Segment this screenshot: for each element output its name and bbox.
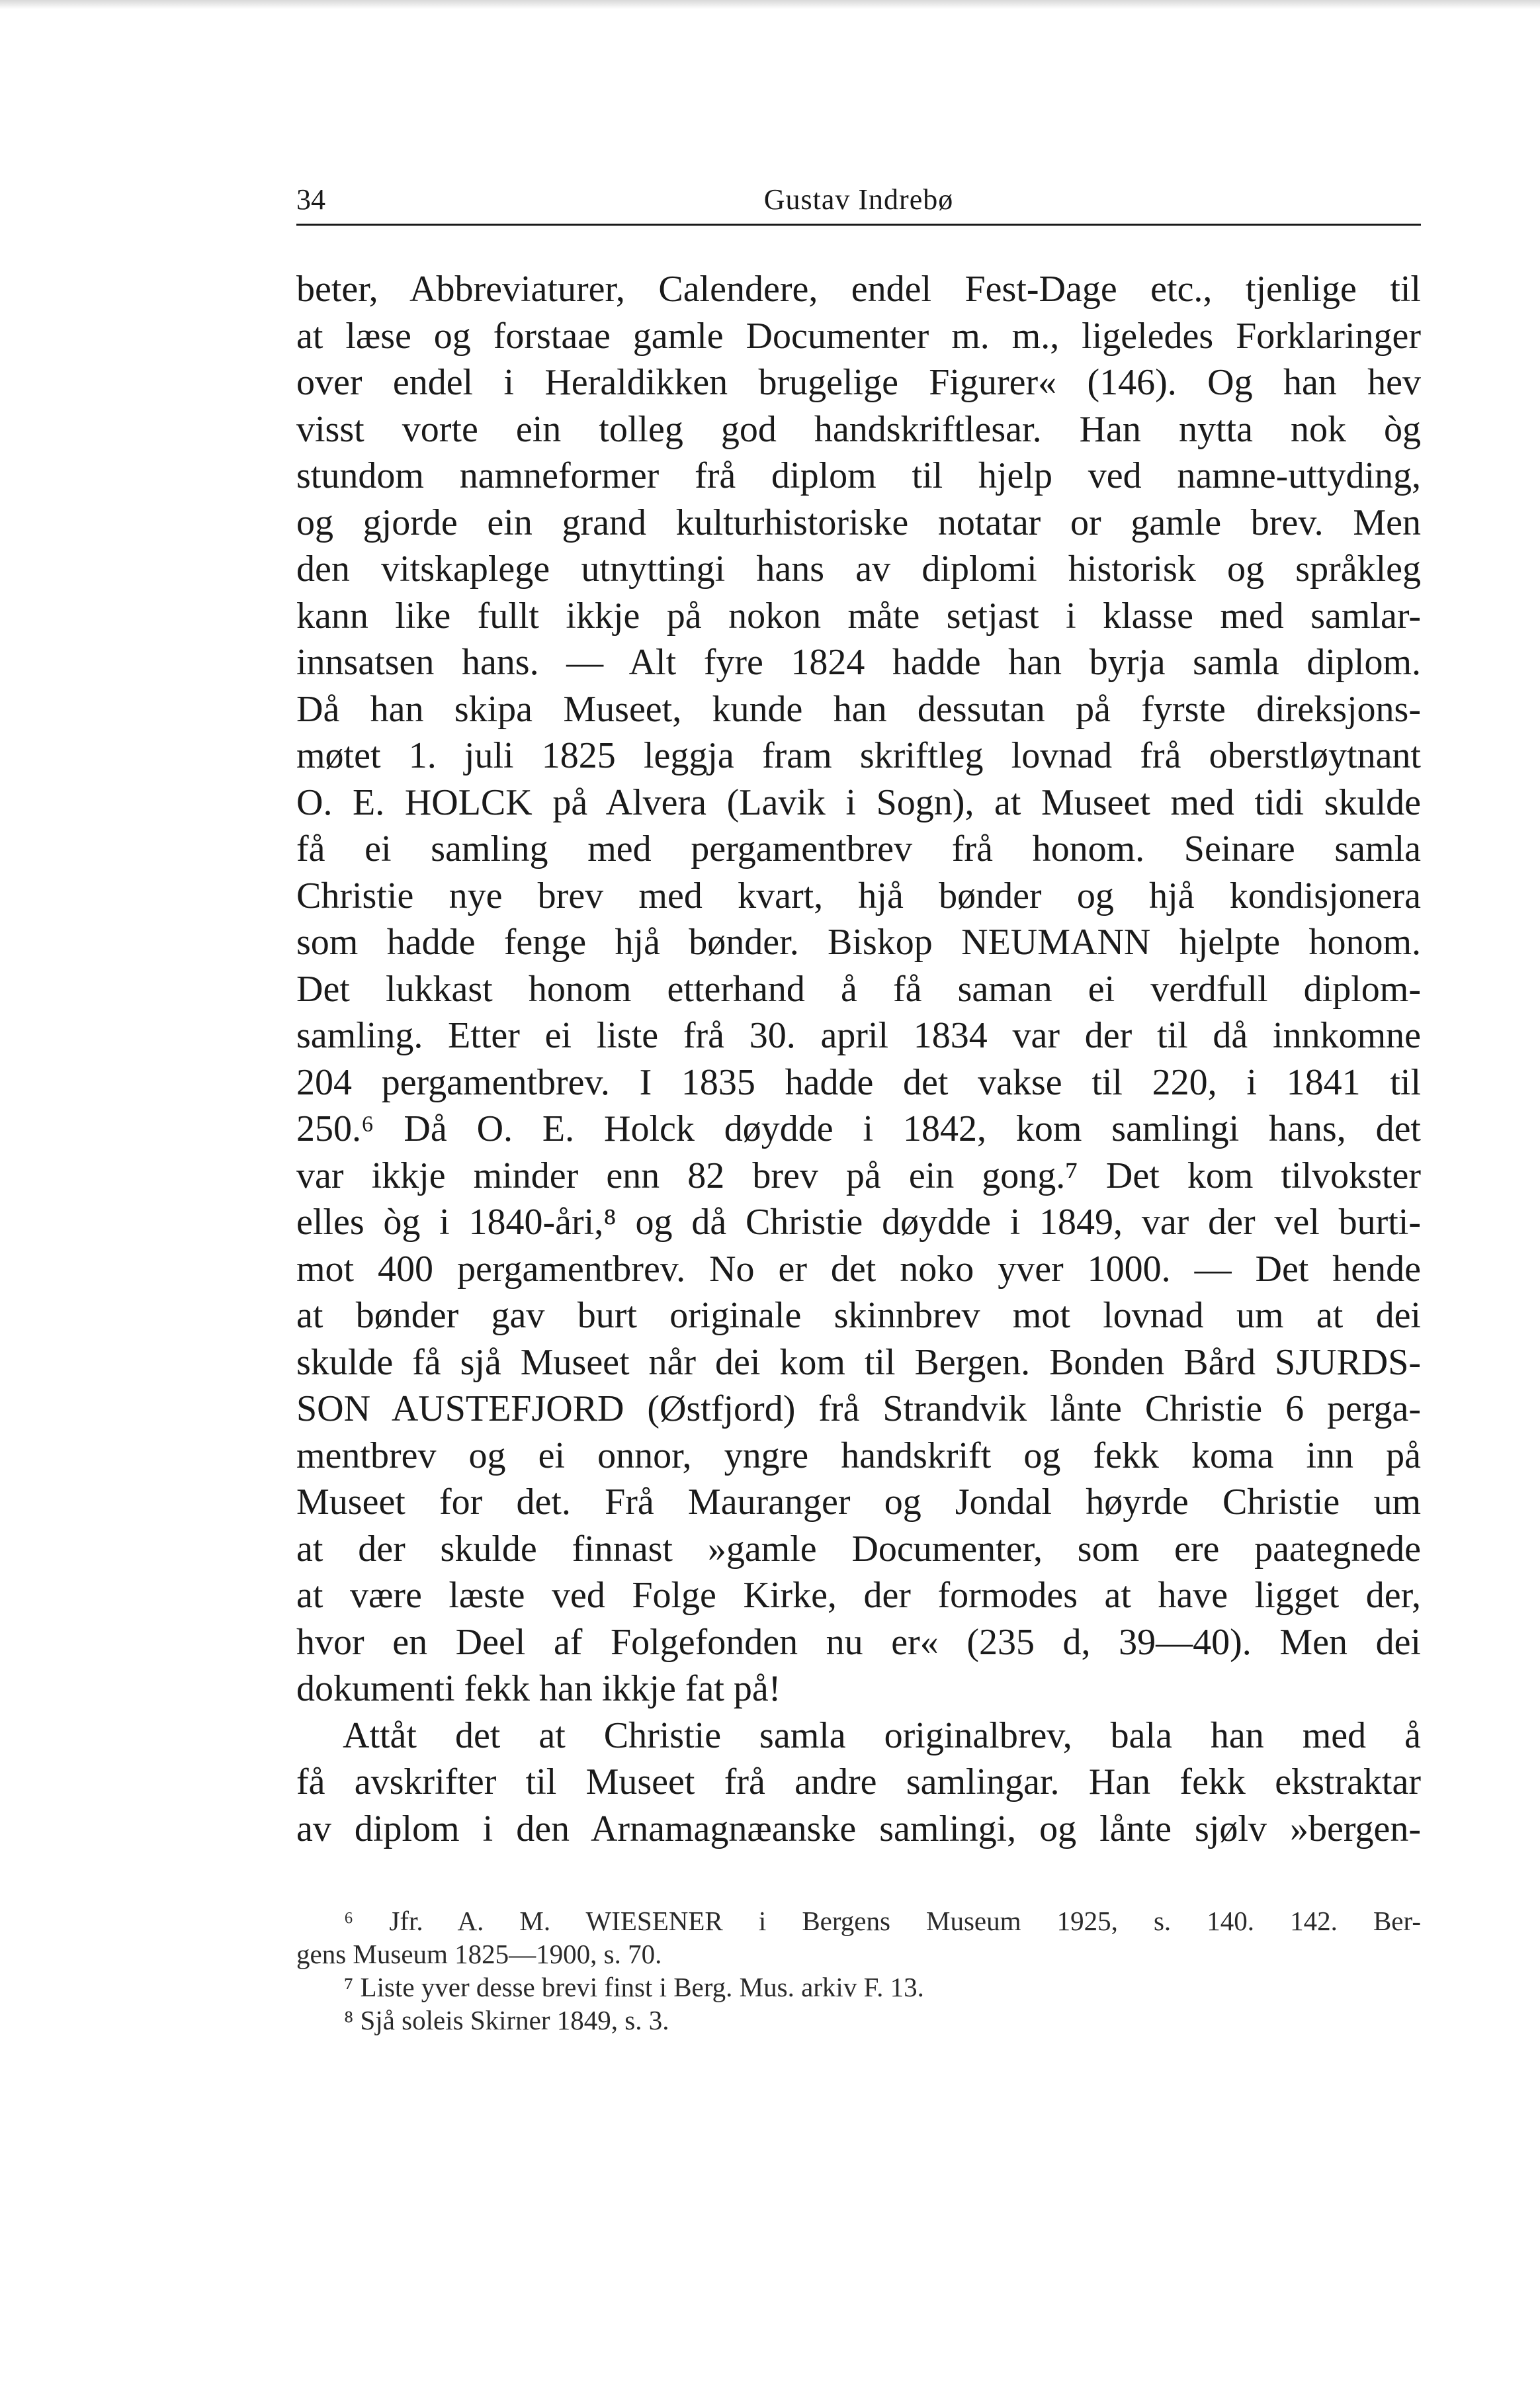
text-line: mentbrev og ei onnor, yngre handskrift og fekk koma inn på — [296, 1435, 1421, 1476]
text-line: 250.⁶ Då O. E. Holck døydde i 1842, kom samlingi hans, det — [296, 1108, 1421, 1149]
text-line: Då han skipa Museet, kunde han dessutan på fyrste direksjons- — [296, 688, 1421, 730]
body-text — [296, 266, 1421, 1852]
text-line: O. E. HOLCK på Alvera (Lavik i Sogn), at Museet med tidi skulde — [296, 781, 1421, 823]
footnote-line: gens Museum 1825—1900, s. 70. — [296, 1939, 662, 1969]
text-line: møtet 1. juli 1825 leggja fram skriftleg lovnad frå oberstløytnant — [296, 735, 1421, 776]
running-head: Gustav Indrebø — [763, 183, 954, 216]
text-line: Museet for det. Frå Mauranger og Jondal høyrde Christie um — [296, 1482, 1421, 1523]
text-line: Christie nye brev med kvart, hjå bønder og hjå kondisjonera — [296, 875, 1421, 916]
text-line: visst vorte ein tolleg god handskriftlesar. Han nytta nok òg — [296, 408, 1421, 450]
page-header — [296, 177, 1421, 226]
text-line: dokumenti fekk han ikkje fat på! — [296, 1668, 781, 1709]
text-line: elles òg i 1840-åri,⁸ og då Christie døydde i 1849, var der vel burti- — [296, 1202, 1421, 1243]
page-number: 34 — [296, 183, 325, 216]
text-line: mot 400 pergamentbrev. No er det noko yver 1000. — Det hende — [296, 1248, 1421, 1290]
footnote-line: ⁸ Sjå soleis Skirner 1849, s. 3. — [344, 2005, 669, 2035]
text-line: kann like fullt ikkje på nokon måte setjast i klasse med samlar- — [296, 595, 1421, 637]
text-line: innsatsen hans. — Alt fyre 1824 hadde han byrja samla diplom. — [296, 642, 1421, 683]
text-line: at læse og forstaae gamle Documenter m. m., ligeledes Forklaringer — [296, 315, 1421, 357]
text-line: Det lukkast honom etterhand å få saman ei verdfull diplom- — [296, 968, 1421, 1010]
text-line: 204 pergamentbrev. I 1835 hadde det vakse til 220, i 1841 til — [296, 1061, 1421, 1103]
text-line: var ikkje minder enn 82 brev på ein gong.⁷ Det kom tilvokster — [296, 1155, 1421, 1196]
text-line: skulde få sjå Museet når dei kom til Bergen. Bonden Bård SJURDS- — [296, 1341, 1421, 1383]
text-line: at være læste ved Folge Kirke, der formodes at have ligget der, — [296, 1575, 1421, 1616]
text-line: av diplom i den Arnamagnæanske samlingi, og lånte sjølv »bergen- — [296, 1808, 1421, 1849]
text-line: samling. Etter ei liste frå 30. april 1834 var der til då innkomne — [296, 1015, 1421, 1056]
text-line: få avskrifter til Museet frå andre samlingar. Han fekk ekstraktar — [296, 1761, 1421, 1802]
text-line: at der skulde finnast »gamle Documenter, som ere paategnede — [296, 1528, 1421, 1570]
text-line: som hadde fenge hjå bønder. Biskop NEUMANN hjelpte honom. — [296, 922, 1421, 963]
text-line: Attåt det at Christie samla originalbrev, bala han med å — [343, 1714, 1421, 1756]
text-line: stundom namneformer frå diplom til hjelp ved namne-uttyding, — [296, 455, 1421, 496]
text-line: og gjorde ein grand kulturhistoriske notatar or gamle brev. Men — [296, 502, 1421, 543]
footnote-line: ⁷ Liste yver desse brevi finst i Berg. Mus. arkiv F. 13. — [344, 1972, 924, 2002]
text-line: få ei samling med pergamentbrev frå honom. Seinare samla — [296, 828, 1421, 869]
text-line: den vitskaplege utnyttingi hans av diplomi historisk og språkleg — [296, 549, 1421, 590]
text-line: over endel i Heraldikken brugelige Figurer« (146). Og han hev — [296, 362, 1421, 403]
footnotes — [296, 1904, 1421, 2037]
scan-top-edge — [0, 0, 1540, 9]
footnote-line: ⁶ Jfr. A. M. WIESENER i Bergens Museum 1925, s. 140. 142. Ber- — [344, 1906, 1421, 1936]
text-line: at bønder gav burt originale skinnbrev mot lovnad um at dei — [296, 1295, 1421, 1336]
text-line: beter, Abbreviaturer, Calendere, endel Fest-Dage etc., tjenlige til — [296, 269, 1421, 310]
text-line: SON AUSTEFJORD (Østfjord) frå Strandvik lånte Christie 6 perga- — [296, 1388, 1421, 1429]
text-line: hvor en Deel af Folgefonden nu er« (235 d, 39—40). Men dei — [296, 1621, 1421, 1663]
